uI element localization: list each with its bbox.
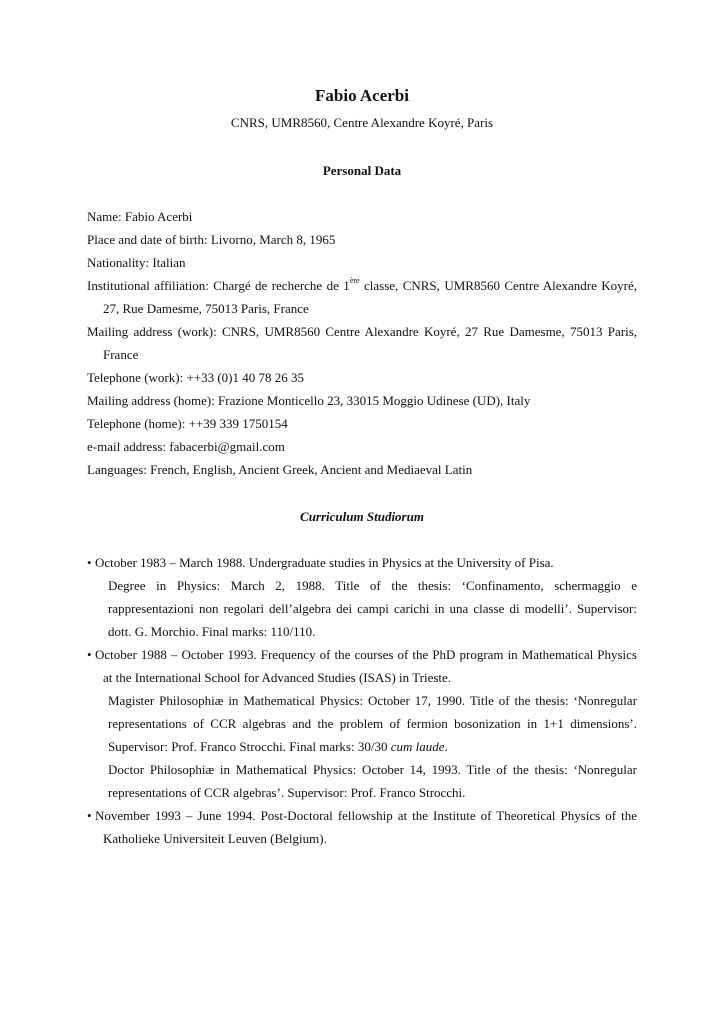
list-item-text: October 1983 – March 1988. Undergraduate studies in Physics at the University of Pisa.: [95, 555, 554, 570]
bullet-icon: •: [87, 555, 92, 570]
nationality-field: Nationality: Italian: [87, 255, 186, 270]
personal-data-heading: Personal Data: [322, 163, 402, 178]
telephone-home-field: Telephone (home): ++39 339 1750154: [87, 416, 288, 431]
list-item: [87, 804, 637, 850]
list-item-detail: Doctor Philosophiæ in Mathematical Physics: October 14, 1993. Title of the thesis: ‘Nonregular representations of CCR algebras’. Supervisor: Prof. Franco Strocchi.: [108, 762, 637, 800]
list-item-head: [87, 804, 637, 850]
list-item-text: November 1993 – June 1994. Post-Doctoral fellowship at the Institute of Theoretical Physics of the Katholieke Universiteit Leuven (Belgium).: [95, 808, 637, 846]
name-field: Name: Fabio Acerbi: [87, 209, 193, 224]
detail-italic: cum laude: [390, 739, 445, 754]
personal-data-section: [87, 205, 637, 481]
mailing-address-work-field: Mailing address (work): CNRS, UMR8560 Centre Alexandre Koyré, 27 Rue Damesme, 75013 Paris, France: [87, 324, 637, 362]
mailing-address-home-field: Mailing address (home): Frazione Monticello 23, 33015 Moggio Udinese (UD), Italy: [87, 393, 531, 408]
detail-text: Magister Philosophiæ in Mathematical Physics: October 17, 1990. Title of the thesis: ‘Nonregular representations of CCR algebras and the problem of fermion bosonization in 1+1 dimensions’. Supervisor: Prof. Franco Strocchi. Final marks: 30/30: [108, 693, 637, 754]
telephone-work-field: Telephone (work): ++33 (0)1 40 78 26 35: [87, 370, 305, 385]
languages-field: Languages: French, English, Ancient Greek, Ancient and Mediaeval Latin: [87, 462, 473, 477]
curriculum-heading: Curriculum Studiorum: [300, 509, 424, 524]
email-field: e-mail address: fabacerbi@gmail.com: [87, 439, 285, 454]
institutional-affiliation-rest: classe, CNRS, UMR8560 Centre Alexandre Koyré, 27, Rue Damesme, 75013 Paris, France: [103, 278, 637, 316]
institutional-affiliation-field: [87, 274, 637, 320]
list-item: [87, 551, 637, 643]
document-title: Fabio Acerbi: [315, 86, 409, 105]
curriculum-section: [87, 551, 637, 850]
detail-tail: .: [444, 739, 448, 754]
superscript-ere: ère: [349, 276, 360, 285]
list-item-detail: [108, 689, 637, 758]
list-item-detail: Degree in Physics: March 2, 1988. Title of the thesis: ‘Confinamento, schermaggio e rappresentazioni non regolari dell’algebra dei campi carichi in una classe di modelli’. Supervisor: dott. G. Morchio. Final marks: 110/110.: [108, 578, 637, 639]
birth-field: Place and date of birth: Livorno, March 8, 1965: [87, 232, 336, 247]
affiliation-line: CNRS, UMR8560, Centre Alexandre Koyré, Paris: [230, 115, 494, 130]
list-item: [87, 643, 637, 804]
bullet-icon: •: [87, 808, 92, 823]
list-item-head: [87, 551, 637, 574]
institutional-affiliation-text: Institutional affiliation: Chargé de recherche de 1: [87, 278, 350, 293]
bullet-icon: •: [87, 647, 92, 662]
list-item-head: [87, 643, 637, 689]
list-item-text: October 1988 – October 1993. Frequency of the courses of the PhD program in Mathematical Physics at the International School for Advanced Studies (ISAS) in Trieste.: [95, 647, 637, 685]
